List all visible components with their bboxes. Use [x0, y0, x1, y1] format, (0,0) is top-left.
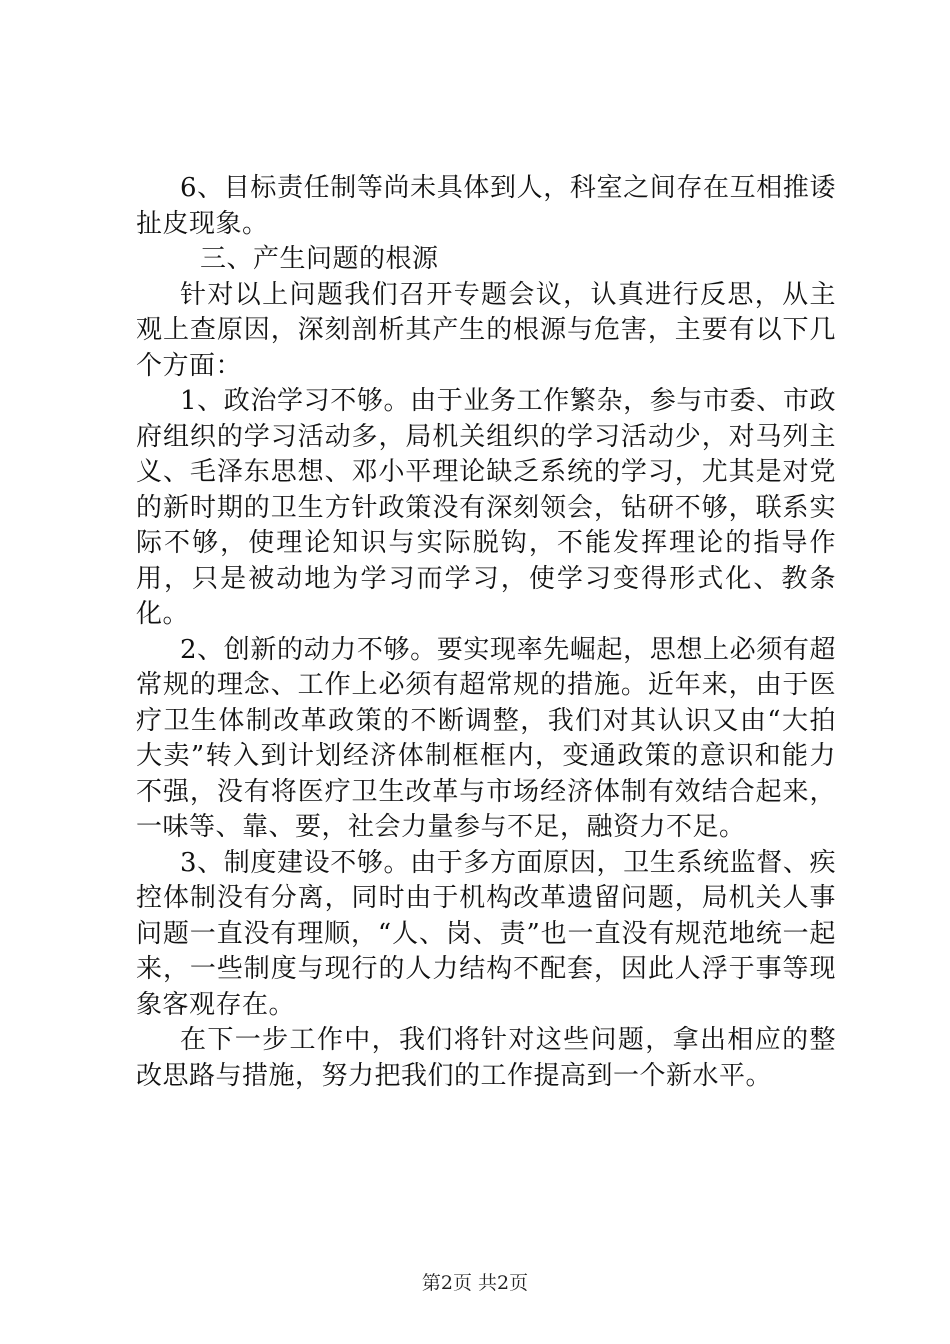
paragraph-political-study: 1、政治学习不够。由于业务工作繁杂，参与市委、市政府组织的学习活动多，局机关组织的学习活动少，对马列主义、毛泽东思想、邓小平理论缺乏系统的学习，尤其是对党的新时期的卫生方针政策没有深刻领会，钻研不够，联系实际不够，使理论知识与实际脱钩，不能发挥理论的指导作用，只是被动地为学习而学习，使学习变得形式化、教条化。: [136, 386, 836, 629]
paragraph-intro: 针对以上问题我们召开专题会议，认真进行反思，从主观上查原因，深刻剖析其产生的根源与危害，主要有以下几个方面：: [136, 279, 836, 381]
paragraph-next-steps: 在下一步工作中，我们将针对这些问题，拿出相应的整改思路与措施，努力把我们的工作提高到一个新水平。: [136, 1025, 836, 1091]
paragraph-innovation: 2、创新的动力不够。要实现率先崛起，思想上必须有超常规的理念、工作上必须有超常规的措施。近年来，由于医疗卫生体制改革政策的不断调整，我们对其认识又由“大拍大卖”转入到计划经济体制框框内，变通政策的意识和能力不强，没有将医疗卫生改革与市场经济体制有效结合起来，一味等、靠、要，社会力量参与不足，融资力不足。: [136, 634, 836, 842]
section-heading-root-causes: 三、产生问题的根源: [200, 244, 439, 274]
page-number-footer: 第2页 共2页: [421, 1272, 529, 1294]
paragraph-institution-building: 3、制度建设不够。由于多方面原因，卫生系统监督、疾控体制没有分离，同时由于机构改革遗留问题，局机关人事问题一直没有理顺，“人、岗、责”也一直没有规范地统一起来，一些制度与现行的人力结构不配套，因此人浮于事等现象客观存在。: [136, 847, 836, 1020]
paragraph-item-6: 6、目标责任制等尚未具体到人，科室之间存在互相推诿扯皮现象。: [136, 173, 836, 239]
document-body: [136, 171, 836, 1094]
